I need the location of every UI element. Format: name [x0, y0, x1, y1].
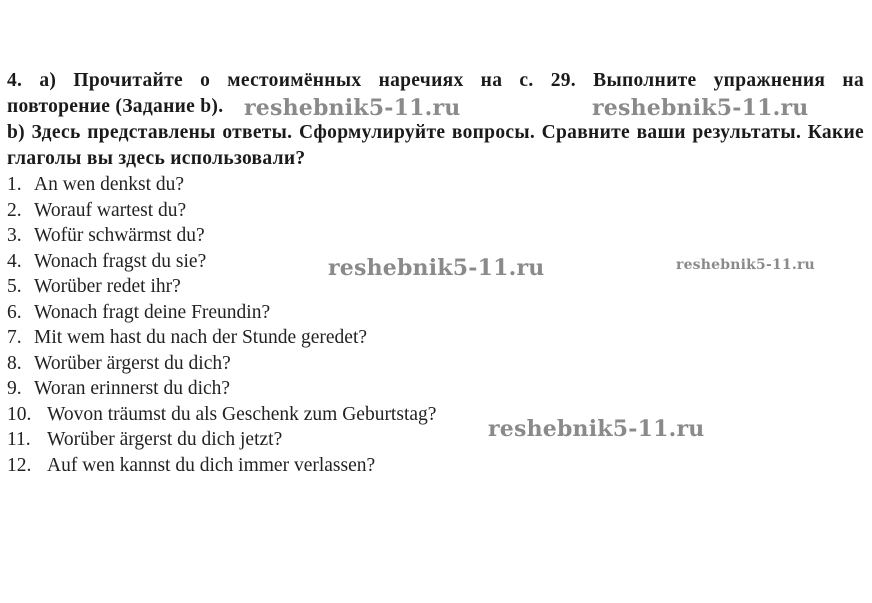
item-text: An wen denkst du?: [34, 174, 185, 195]
item-number: 11.: [7, 429, 31, 450]
item-text: Wofür schwärmst du?: [34, 225, 205, 246]
item-number: 8.: [7, 352, 22, 374]
watermark: reshebnik5-11.ru: [328, 255, 545, 281]
watermark: reshebnik5-11.ru: [676, 257, 815, 273]
task-part-a-line1: 4. a) Прочитайте о местоимённых наречиях на с. 29. Выполните упражнения на: [7, 70, 864, 91]
item-number: 2.: [7, 199, 22, 221]
item-text: Worüber redet ihr?: [34, 276, 181, 297]
list-item: [7, 402, 436, 428]
list-item: [7, 376, 436, 402]
item-number: 3.: [7, 225, 22, 246]
task-part-a-line2: повторение (Задание b).: [7, 96, 224, 117]
watermark: reshebnik5-11.ru: [244, 95, 461, 121]
item-text: Auf wen kannst du dich immer verlassen?: [47, 454, 376, 476]
item-number: 9.: [7, 378, 22, 399]
item-number: 10.: [7, 403, 32, 425]
list-item: [7, 223, 436, 249]
item-text: Worüber ärgerst du dich jetzt?: [47, 429, 283, 450]
item-text: Wonach fragt deine Freundin?: [34, 301, 271, 323]
item-text: Mit wem hast du nach der Stunde geredet?: [34, 327, 368, 348]
list-item: [7, 325, 436, 351]
item-text: Worauf wartest du?: [34, 199, 187, 221]
item-number: 12.: [7, 454, 32, 476]
item-text: Woran erinnerst du dich?: [34, 378, 231, 399]
list-item: [7, 300, 436, 326]
item-text: Wonach fragst du sie?: [34, 250, 207, 272]
item-text: Wovon träumst du als Geschenk zum Geburtstag?: [47, 403, 437, 425]
watermark: reshebnik5-11.ru: [592, 95, 809, 121]
item-number: 4.: [7, 250, 22, 272]
item-text: Worüber ärgerst du dich?: [34, 352, 231, 374]
item-number: 1.: [7, 174, 22, 195]
item-number: 5.: [7, 276, 22, 297]
watermark: reshebnik5-11.ru: [488, 416, 705, 442]
answers-list: [7, 172, 436, 478]
list-item: [7, 453, 436, 479]
list-item: [7, 198, 436, 224]
list-item: [7, 172, 436, 198]
item-number: 6.: [7, 301, 22, 323]
list-item: [7, 427, 436, 453]
list-item: [7, 351, 436, 377]
task-part-b: b) Здесь представлены ответы. Сформулируйте вопросы. Сравните ваши результаты. Какие глаголы вы здесь использовали?: [7, 122, 864, 169]
item-number: 7.: [7, 327, 22, 348]
